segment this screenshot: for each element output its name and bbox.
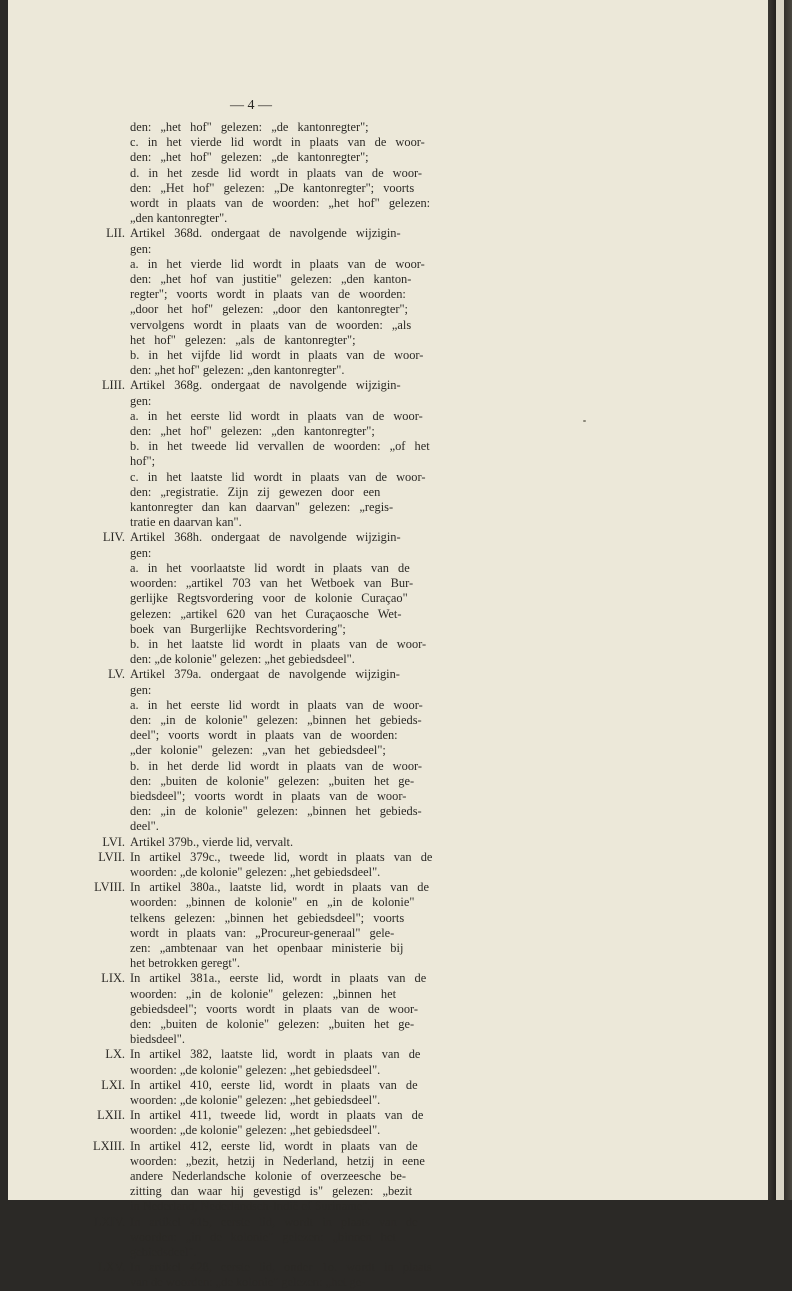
text-line: woorden: „de kolonie" gelezen: „het gebiedsdeel". bbox=[130, 1123, 381, 1138]
entry-number: LXI. bbox=[101, 1077, 125, 1092]
text-line: a. in het vierde lid wordt in plaats van de woor- bbox=[130, 256, 425, 271]
text-line: zen: „ambtenaar van het openbaar ministerie bij bbox=[130, 940, 404, 955]
text-line: deel". bbox=[130, 819, 159, 834]
text-line: biedsdeel"; voorts wordt in plaats van de woor- bbox=[130, 788, 407, 803]
intro-block bbox=[105, 120, 435, 226]
text-line: woorden: „binnen de kolonie" en „in de kolonie" bbox=[130, 895, 415, 910]
text-line: gen: bbox=[130, 241, 152, 256]
text-line: In artikel 412, eerste lid, wordt in plaats van de bbox=[130, 1138, 418, 1153]
text-line: a. in het eerste lid wordt in plaats van de woor- bbox=[130, 697, 423, 712]
text-line: den: „registratie. Zijn zij gewezen door een bbox=[130, 484, 381, 499]
text-line: a. in het eerste lid wordt in plaats van de woor- bbox=[130, 408, 423, 423]
text-line: In artikel 428, eerste lid, onder 1o. wordt in plaats bbox=[130, 1260, 432, 1275]
entry-number: LIII. bbox=[101, 378, 125, 393]
text-line: den: „het hof" gelezen: „de kantonregter"; bbox=[130, 120, 369, 134]
text-line: hof"; bbox=[130, 454, 156, 469]
entry-number: LX. bbox=[105, 1047, 125, 1062]
text-line: boek van Burgerlijke Rechtsvordering"; bbox=[130, 621, 346, 636]
text-line: van de woorden: „de kolonie" gelezen: „het ge- bbox=[130, 1275, 366, 1290]
text-line: den: „in de kolonie" gelezen: „binnen het gebieds- bbox=[130, 804, 422, 819]
text-line: den: „het hof" gelezen: „de kantonregter"; bbox=[130, 150, 369, 165]
text-line: gen: bbox=[130, 682, 152, 697]
text-line: „der kolonie" gelezen: „van het gebiedsdeel"; bbox=[130, 743, 386, 758]
text-line: telkens gelezen: „binnen het gebiedsdeel"; voorts bbox=[130, 910, 405, 925]
text-line: In artikel 379c., tweede lid, wordt in plaats van de bbox=[130, 849, 433, 864]
entries-list bbox=[93, 226, 435, 1290]
entry-number: LIV. bbox=[102, 530, 125, 545]
text-line: b. in het derde lid wordt in plaats van de woor- bbox=[130, 758, 423, 773]
text-line: het betrokken geregt". bbox=[130, 956, 240, 971]
article-entry bbox=[98, 1260, 435, 1290]
text-line: kantonregter dan kan daarvan" gelezen: „regis- bbox=[130, 500, 394, 515]
text-line: den: „het hof" gelezen: „den kantonregter". bbox=[130, 363, 345, 378]
text-line: „door het hof" gelezen: „door den kantonregter"; bbox=[130, 302, 408, 317]
text-line: c. in het laatste lid wordt in plaats van de woor- bbox=[130, 469, 426, 484]
entry-number: LVIII. bbox=[94, 880, 125, 895]
text-line: a. in het voorlaatste lid wordt in plaats van de bbox=[130, 560, 410, 575]
text-line: den: „Het hof" gelezen: „De kantonregter"; voorts bbox=[130, 180, 415, 195]
text-line: In artikel 380a., laatste lid, wordt in plaats van de bbox=[130, 880, 429, 895]
text-line: b. in het vijfde lid wordt in plaats van de woor- bbox=[130, 348, 424, 363]
text-line: In artikel 381a., eerste lid, wordt in plaats van de bbox=[130, 971, 427, 986]
entry-number: LVII. bbox=[98, 849, 125, 864]
text-line: Artikel 368h. ondergaat de navolgende wijzigin- bbox=[130, 530, 401, 545]
text-line: in Nederland, Nederlandsch-Indië of Suriname". bbox=[130, 1199, 371, 1214]
text-line: regter"; voorts wordt in plaats van de woorden: bbox=[130, 287, 406, 302]
article-entry bbox=[102, 834, 435, 850]
text-line: gerlijke Regtsvordering voor de kolonie Curaçao" bbox=[130, 591, 408, 606]
text-line: andere Nederlandsche kolonie of overzeesche be- bbox=[130, 1169, 406, 1184]
text-line: gen: bbox=[130, 393, 152, 408]
text-line: wordt in plaats van de woorden: „het hof" gelezen: bbox=[130, 196, 431, 211]
article-entry bbox=[105, 667, 435, 834]
text-line: tratie en daarvan kan". bbox=[130, 515, 242, 530]
text-line: woorden: „de kolonie" gelezen: „het gebiedsdeel". bbox=[130, 1093, 381, 1107]
entry-number: LVI. bbox=[102, 834, 125, 849]
text-line: den: „het hof van justitie" gelezen: „den kanton- bbox=[130, 272, 412, 287]
entry-number: LV. bbox=[108, 667, 125, 682]
next-page-edge bbox=[776, 0, 784, 1200]
entry-number: LXV. bbox=[98, 1260, 125, 1275]
text-line: den: „het hof" gelezen: „den kantonregter"; bbox=[130, 424, 375, 439]
article-entry bbox=[101, 1077, 435, 1108]
document-body bbox=[93, 120, 435, 1291]
page-number: — 4 — bbox=[230, 98, 272, 113]
text-line: c. in het vierde lid wordt in plaats van de woor- bbox=[130, 135, 425, 150]
text-line: d. in het zesde lid wordt in plaats van de woor- bbox=[130, 165, 423, 180]
text-line: In artikel 411, tweede lid, wordt in plaats van de bbox=[130, 1108, 424, 1123]
text-line: biedsdeel". bbox=[130, 1032, 185, 1047]
article-entry bbox=[101, 378, 435, 530]
text-line: deel"; voorts wordt in plaats van de woorden: bbox=[130, 728, 398, 743]
text-line: vervolgens wordt in plaats van de woorden: „als bbox=[130, 317, 412, 332]
text-line: Artikel 368d. ondergaat de navolgende wijzigin- bbox=[130, 226, 401, 241]
text-line: In artikel 415, eerste lid, wordt in plaats van de bbox=[130, 1214, 418, 1229]
text-line: Artikel 379b., vierde lid, vervalt. bbox=[130, 834, 294, 849]
text-line: gebiedsdeel". bbox=[130, 1245, 197, 1260]
entry-number: LXIV. bbox=[93, 1214, 125, 1229]
text-line: In artikel 410, eerste lid, wordt in plaats van de bbox=[130, 1077, 418, 1092]
article-entry bbox=[93, 1138, 435, 1215]
article-entry bbox=[105, 226, 435, 378]
text-line: In artikel 382, laatste lid, wordt in plaats van de bbox=[130, 1047, 421, 1062]
article-entry bbox=[93, 1214, 435, 1261]
article-entry bbox=[105, 1047, 435, 1077]
text-line: het hof" gelezen: „als de kantonregter"; bbox=[130, 332, 356, 347]
text-line: woorden: „de kolonie" gelezen: „het gebiedsdeel". bbox=[130, 864, 381, 879]
text-line: woorden: „bezit, hetzij in Nederland, hetzij in eene bbox=[130, 1153, 425, 1168]
text-line: den: „buiten de kolonie" gelezen: „buiten het ge- bbox=[130, 773, 415, 788]
text-line: b. in het laatste lid wordt in plaats van de woor- bbox=[130, 636, 427, 651]
text-line: gen: bbox=[130, 545, 152, 560]
entry-number: LXIII. bbox=[93, 1138, 125, 1153]
text-line: Artikel 368g. ondergaat de navolgende wijzigin- bbox=[130, 378, 401, 393]
text-line: den: „de kolonie" gelezen: „het gebiedsdeel". bbox=[130, 652, 355, 667]
article-entry bbox=[97, 1108, 435, 1138]
text-line: wordt in plaats van: „Procureur-generaal" gele- bbox=[130, 925, 395, 940]
article-entry bbox=[102, 530, 435, 667]
text-line: zitting dan waar hij gevestigd is" gelezen: „bezit bbox=[130, 1184, 413, 1199]
text-line: gebiedsdeel"; voorts wordt in plaats van de woor- bbox=[130, 1001, 419, 1016]
text-line: woorden: „in de kolonie" gelezen: „binnen het bbox=[130, 986, 397, 1001]
text-line: woorden: „artikel 703 van het Wetboek van Bur- bbox=[130, 576, 414, 591]
text-line: woorden: „de kolonie" gelezen: „het gebiedsdeel". bbox=[130, 1062, 381, 1077]
text-line: den: „in de kolonie" gelezen: „binnen het gebieds- bbox=[130, 712, 422, 727]
entry-number: LII. bbox=[106, 226, 125, 241]
text-line: woorden: „in de kolonie" gelezen: „binnen het bbox=[130, 1229, 397, 1244]
text-line: Artikel 379a. ondergaat de navolgende wijzigin- bbox=[130, 667, 400, 682]
entry-number: LIX. bbox=[101, 971, 125, 986]
entry-number: LXII. bbox=[97, 1108, 125, 1123]
paper-spot bbox=[583, 420, 586, 422]
article-entry bbox=[98, 849, 435, 880]
text-line: „den kantonregter". bbox=[130, 211, 228, 226]
article-entry bbox=[101, 971, 435, 1047]
text-line: den: „buiten de kolonie" gelezen: „buiten het ge- bbox=[130, 1016, 415, 1031]
article-entry bbox=[94, 880, 435, 971]
text-line: gelezen: „artikel 620 van het Curaçaosche Wet- bbox=[130, 606, 402, 621]
text-line: b. in het tweede lid vervallen de woorden: „of het bbox=[130, 439, 430, 454]
